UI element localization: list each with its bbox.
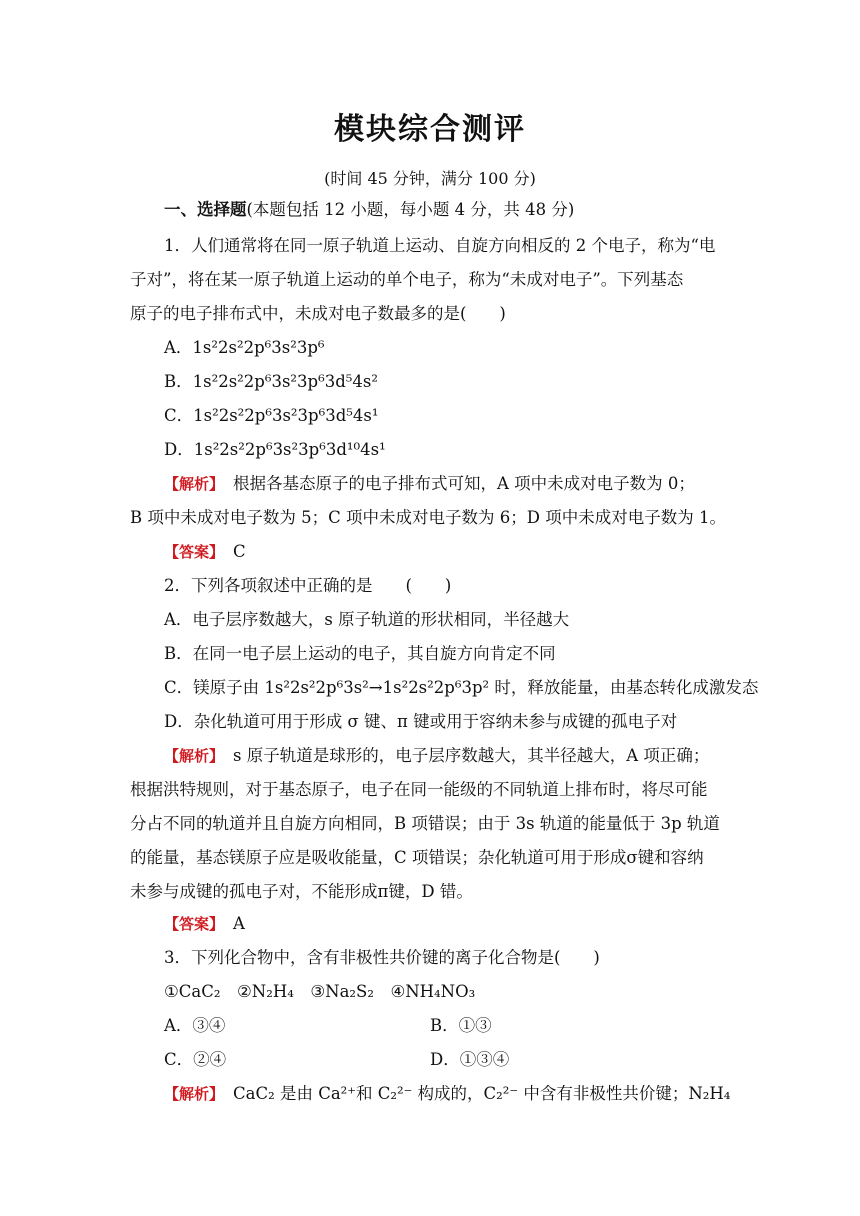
q2-option-c: C．镁原子由 1s²2s²2p⁶3s²→1s²2s²2p⁶3p² 时，释放能量，由基态转化成激发态	[164, 678, 759, 697]
q3-analysis-line1	[164, 1082, 730, 1106]
q2-analysis-line2: 根据洪特规则，对于基态原子，电子在同一能级的不同轨道上排布时，将尽可能	[130, 780, 708, 799]
analysis-label: 【解析】	[164, 747, 217, 765]
q1-stem-line3: 原子的电子排布式中，未成对电子数最多的是( )	[130, 304, 506, 323]
page-title: 模块综合测评	[334, 112, 526, 147]
q3-option-d: D．①③④	[430, 1050, 510, 1069]
q1-option-c: C．1s²2s²2p⁶3s²3p⁶3d⁵4s¹	[164, 406, 379, 425]
q1-analysis-text1: 根据各基态原子的电子排布式可知，A 项中未成对电子数为 0；	[233, 474, 695, 493]
q2-analysis-line3: 分占不同的轨道并且自旋方向相同，B 项错误；由于 3s 轨道的能量低于 3p 轨道	[130, 814, 720, 833]
answer-label: 【答案】	[164, 543, 217, 561]
q1-analysis-line2: B 项中未成对电子数为 5；C 项中未成对电子数为 6；D 项中未成对电子数为 1。	[130, 508, 726, 527]
q1-option-a: A．1s²2s²2p⁶3s²3p⁶	[164, 338, 325, 357]
q2-stem: 2．下列各项叙述中正确的是 ( )	[164, 576, 452, 595]
section-heading	[164, 198, 574, 222]
q1-option-b: B．1s²2s²2p⁶3s²3p⁶3d⁵4s²	[164, 372, 378, 391]
q1-analysis-line1	[164, 472, 695, 496]
q2-answer	[164, 912, 245, 936]
q1-answer-value: C	[233, 542, 246, 561]
analysis-label: 【解析】	[164, 475, 217, 493]
q2-analysis-line4: 的能量，基态镁原子应是吸收能量，C 项错误；杂化轨道可用于形成σ键和容纳	[130, 848, 704, 867]
q3-items: ①CaC₂ ②N₂H₄ ③Na₂S₂ ④NH₄NO₃	[164, 982, 476, 1001]
q2-analysis-text1: s 原子轨道是球形的，电子层序数越大，其半径越大，A 项正确；	[233, 746, 710, 765]
exam-info: (时间 45 分钟，满分 100 分)	[324, 169, 536, 188]
q3-stem: 3．下列化合物中，含有非极性共价键的离子化合物是( )	[164, 948, 600, 967]
q3-option-c: C．②④	[164, 1050, 227, 1069]
q1-stem-line1: 1．人们通常将在同一原子轨道上运动、自旋方向相反的 2 个电子，称为“电	[164, 236, 716, 255]
q2-analysis-line1	[164, 744, 709, 768]
q3-option-b: B．①③	[430, 1016, 492, 1035]
q3-option-a: A．③④	[164, 1016, 226, 1035]
q2-option-a: A．电子层序数越大，s 原子轨道的形状相同，半径越大	[164, 610, 570, 629]
q1-answer	[164, 540, 246, 564]
q2-option-b: B．在同一电子层上运动的电子，其自旋方向肯定不同	[164, 644, 556, 663]
q2-answer-value: A	[233, 914, 245, 933]
answer-label: 【答案】	[164, 915, 217, 933]
section-desc: (本题包括 12 小题，每小题 4 分，共 48 分)	[246, 200, 575, 219]
analysis-label: 【解析】	[164, 1085, 217, 1103]
q2-analysis-line5: 未参与成键的孤电子对，不能形成π键，D 错。	[130, 882, 473, 901]
q3-analysis-text1: CaC₂ 是由 Ca²⁺和 C₂²⁻ 构成的，C₂²⁻ 中含有非极性共价键；N₂H₄	[233, 1084, 731, 1103]
q1-stem-line2: 子对”，将在某一原子轨道上运动的单个电子，称为“未成对电子”。下列基态	[130, 270, 684, 289]
section-title: 一、选择题	[164, 200, 247, 219]
q2-option-d: D．杂化轨道可用于形成 σ 键、π 键或用于容纳未参与成键的孤电子对	[164, 712, 678, 731]
q1-option-d: D．1s²2s²2p⁶3s²3p⁶3d¹⁰4s¹	[164, 440, 386, 459]
